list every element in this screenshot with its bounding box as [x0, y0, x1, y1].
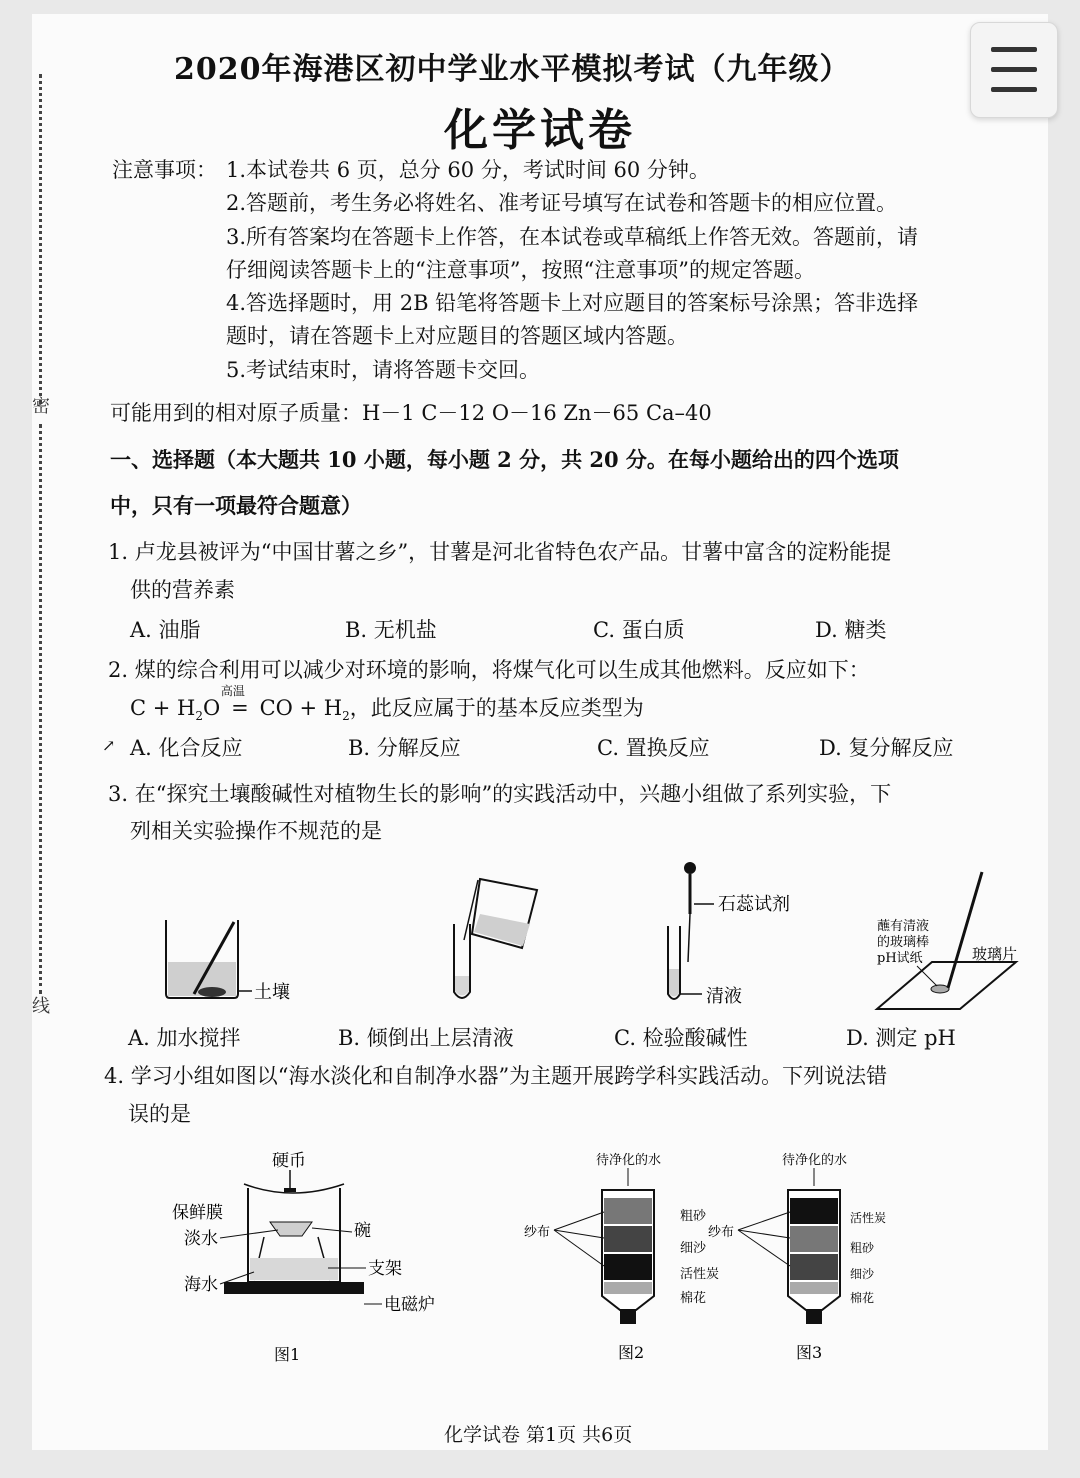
fig3-top-label: 待净化的水: [782, 1153, 848, 1168]
label-glassrod-1: 蘸有清液: [877, 919, 930, 934]
q4-figures: [162, 1132, 887, 1372]
fig2-caption: 图2: [618, 1343, 645, 1362]
notice-line-4b: 题时，请在答题卡上对应题目的答题区域内答题。: [226, 324, 688, 348]
label-stand: 支架: [368, 1259, 402, 1279]
q3-option-d: D. 测定 pH: [846, 1026, 956, 1050]
fig2-gauze-label: 纱布: [524, 1225, 551, 1240]
fig2-layer-4: 棉花: [680, 1291, 707, 1306]
margin-char-xian: 线: [32, 996, 50, 1017]
label-bowl: 碗: [354, 1221, 371, 1241]
eq-tail: ，此反应属于的基本反应类型为: [349, 696, 644, 720]
label-glass-slide: 玻璃片: [972, 945, 1018, 963]
q3-figures: [142, 844, 1022, 1019]
water-filter-figure-3: [708, 1152, 886, 1362]
ph-test-figure: [877, 872, 1017, 1009]
notice-line-2: 2.答题前，考生务必将姓名、准考证号填写在试卷和答题卡的相应位置。: [226, 191, 898, 215]
exam-page: [32, 14, 1048, 1450]
seal-line-dotted-lower: [39, 424, 42, 994]
dropper-figure: [668, 862, 790, 1007]
fig2-layer-3: 活性炭: [680, 1267, 720, 1282]
q1-option-c: C. 蛋白质: [593, 618, 685, 642]
label-stove: 电磁炉: [384, 1295, 435, 1315]
pouring-figure: [454, 879, 537, 998]
eq-mid: O: [202, 696, 221, 720]
fig3-gauze-label: 纱布: [708, 1225, 735, 1240]
fig3-layer-2: 粗砂: [850, 1241, 875, 1255]
water-filter-figure-2: [524, 1152, 719, 1362]
label-coin: 硬币: [272, 1151, 306, 1171]
notice-line-3b: 仔细阅读答题卡上的“注意事项”，按照“注意事项”的规定答题。: [226, 258, 815, 282]
margin-char-mi: 密: [32, 396, 50, 417]
q2-option-b: B. 分解反应: [348, 736, 461, 760]
fig2-top-label: 待净化的水: [596, 1153, 662, 1168]
subject-title: 化学试卷: [444, 105, 636, 156]
q4-stem-cont: 误的是: [128, 1102, 191, 1126]
label-ph-paper: pH试纸: [877, 951, 923, 966]
q1-option-d: D. 糖类: [815, 618, 887, 642]
label-glassrod-2: 的玻璃棒: [877, 935, 930, 950]
fig3-layer-1: 活性炭: [850, 1211, 887, 1225]
q3-option-a: A. 加水搅拌: [128, 1026, 241, 1050]
fig1-caption: 图1: [274, 1345, 301, 1364]
q3-stem-cont: 列相关实验操作不规范的是: [130, 819, 382, 843]
section-1-heading: 一、选择题（本大题共 10 小题，每小题 2 分，共 20 分。在每小题给出的四个选项: [110, 447, 899, 472]
fig2-layer-1: 粗砂: [680, 1209, 707, 1224]
q2-option-c: C. 置换反应: [597, 736, 710, 760]
fig3-caption: 图3: [796, 1343, 823, 1362]
q1-option-b: B. 无机盐: [345, 618, 437, 642]
eq-right: CO + H: [259, 696, 343, 720]
eq-left: C + H: [130, 696, 196, 720]
q3-option-b: B. 倾倒出上层清液: [338, 1026, 514, 1050]
notice-line-3: 3.所有答案均在答题卡上作答，在本试卷或草稿纸上作答无效。答题前，请: [226, 225, 919, 249]
q3-stem: 3. 在“探究土壤酸碱性对植物生长的影响”的实践活动中，兴趣小组做了系列实验，下: [108, 782, 892, 806]
label-soil: 土壤: [254, 982, 290, 1003]
notice-line-5: 5.考试结束时，请将答题卡交回。: [226, 358, 541, 382]
q2-equation: [130, 684, 644, 724]
notice-line-4: 4.答选择题时，用 2B 铅笔将答题卡上对应题目的答案标号涂黑；答非选择: [226, 291, 919, 315]
eq-sub-1: 2: [195, 709, 203, 724]
eq-condition: 高温: [220, 684, 245, 698]
menu-button[interactable]: [970, 22, 1058, 118]
q2-option-a: A. 化合反应: [130, 736, 243, 760]
q1-option-a: A. 油脂: [130, 618, 201, 642]
pencil-tick-mark: ↗: [102, 736, 116, 755]
label-clear-liquid: 清液: [706, 986, 742, 1007]
label-film: 保鲜膜: [172, 1203, 223, 1223]
notice-label: 注意事项：: [112, 158, 217, 182]
q1-stem-cont: 供的营养素: [130, 578, 235, 602]
section-1-heading-cont: 中，只有一项最符合题意）: [110, 493, 362, 518]
eq-arrow: =: [231, 696, 249, 720]
fig3-layer-4: 棉花: [850, 1291, 875, 1305]
exam-header: 2020年海港区初中学业水平模拟考试（九年级）: [174, 52, 851, 87]
fig3-layer-3: 细沙: [850, 1267, 875, 1281]
notice-line-1: 1.本试卷共 6 页，总分 60 分，考试时间 60 分钟。: [226, 158, 710, 182]
q2-option-d: D. 复分解反应: [819, 736, 954, 760]
page-footer: 化学试卷 第1页 共6页: [444, 1424, 633, 1446]
eq-sub-2: 2: [342, 709, 350, 724]
seal-line-dotted: [39, 74, 42, 404]
q4-stem: 4. 学习小组如图以“海水淡化和自制净水器”为主题开展跨学科实践活动。下列说法错: [104, 1064, 888, 1088]
q3-option-c: C. 检验酸碱性: [614, 1026, 748, 1050]
beaker-stirring-figure: [166, 920, 290, 1003]
label-litmus: 石蕊试剂: [718, 894, 790, 915]
label-fresh-water: 淡水: [184, 1229, 218, 1249]
label-sea-water: 海水: [184, 1275, 218, 1295]
atomic-masses: 可能用到的相对原子质量：H－1 C－12 O－16 Zn－65 Ca–40: [110, 401, 712, 425]
q1-stem: 1. 卢龙县被评为“中国甘薯之乡”，甘薯是河北省特色农产品。甘薯中富含的淀粉能提: [108, 540, 892, 564]
fig2-layer-2: 细沙: [680, 1241, 707, 1256]
q2-stem: 2. 煤的综合利用可以减少对环境的影响，将煤气化可以生成其他燃料。反应如下：: [108, 658, 870, 682]
desalination-figure: [172, 1151, 435, 1364]
